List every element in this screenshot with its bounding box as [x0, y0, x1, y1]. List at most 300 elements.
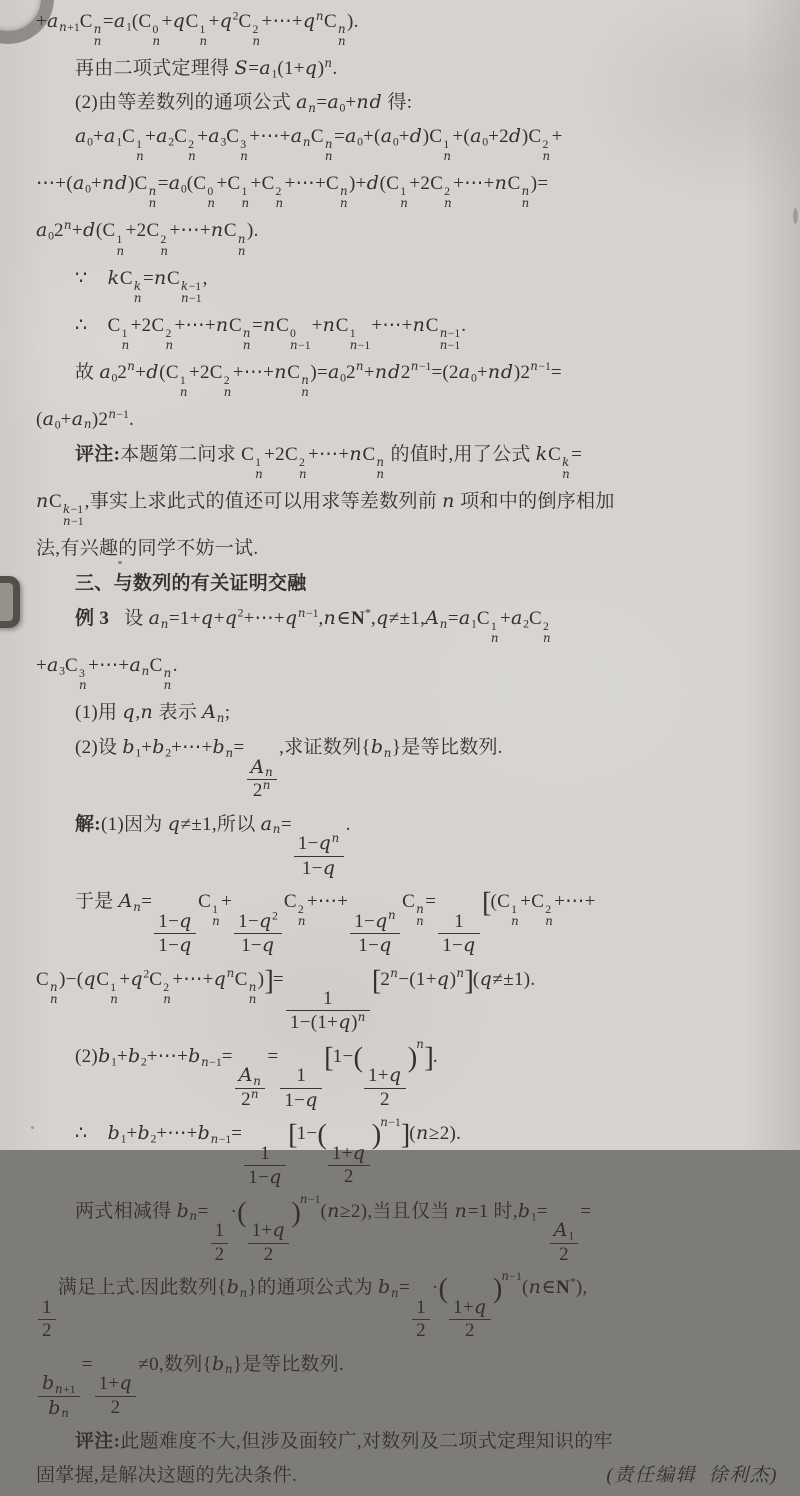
stacked-sup-sub [340, 186, 348, 210]
math-letter: a [296, 91, 308, 114]
subscript [136, 151, 144, 163]
big-delimiter: ] [424, 1042, 433, 1074]
stacked-sup-sub [181, 278, 202, 305]
stacked-sup-sub [400, 186, 408, 210]
math-letter: q [122, 701, 135, 724]
denominator: 1−q [438, 933, 480, 957]
superscript: 1 [179, 373, 186, 387]
stacked-sup-sub [301, 372, 309, 399]
fraction [550, 1220, 578, 1265]
math-letter: a [327, 360, 340, 383]
subscript [248, 991, 257, 1006]
bold-text: 三、与数列的有关证明交融 [75, 573, 307, 595]
math-letter: n [501, 1268, 509, 1283]
math-letter: a [327, 91, 339, 114]
text-line [36, 217, 778, 257]
denominator: 2 [449, 1319, 491, 1342]
math-letter: C [476, 608, 490, 630]
denominator: 1−q [234, 933, 282, 957]
math-letter: n [349, 442, 362, 465]
scan-speck [31, 1126, 34, 1129]
math-letter: q [375, 909, 388, 932]
numerator: 1 [42, 1296, 52, 1318]
stacked-sup-sub [290, 328, 311, 352]
subscript [241, 198, 249, 210]
math-letter: q [388, 1064, 402, 1087]
line-text: $+a_3C$ 3 n $+\cdots+a_nC$ n n . [36, 654, 178, 693]
line-text: $\frac{1}{2}$ 满足上式.因此数列$\{b_n\}$的通项公式为 $b_n=$ $\frac{1}{2}$ ·( $\frac{1+q}{2}$ )$^{n-1}$(n∈N*), [36, 1277, 588, 1298]
subscript [545, 916, 553, 928]
math-letter: n [315, 8, 324, 23]
superscript: 2 [160, 232, 167, 246]
math-letter: a [99, 360, 111, 383]
math-letter: a [148, 607, 161, 630]
superscript: 2 [252, 23, 259, 37]
math-letter: n [121, 337, 130, 352]
subscript [338, 36, 346, 48]
big-delimiter: [ [324, 1042, 333, 1074]
subscript: n−1 [201, 1054, 222, 1069]
math-letter: C [223, 220, 237, 242]
math-letter: n [263, 313, 276, 336]
math-letter: a [71, 407, 84, 430]
math-letter: n [237, 243, 246, 258]
stacked-sup-sub [299, 457, 307, 481]
math-letter: q [172, 10, 186, 32]
subscript: 2 [150, 1132, 157, 1146]
math-letter: C [119, 267, 133, 289]
math-letter: n [93, 34, 102, 49]
math-letter: C [386, 173, 400, 195]
subscript: 1 [120, 1132, 127, 1146]
math-letter: n [301, 372, 309, 387]
numerator: $1-q^2$ [238, 909, 278, 932]
superscript: 1 [116, 232, 123, 246]
text-line [36, 888, 778, 956]
denominator: 2 [550, 1243, 578, 1266]
denominator: 2$^n$ [235, 1088, 266, 1111]
subscript [299, 469, 307, 481]
subscript [165, 337, 174, 352]
subscript [225, 1363, 233, 1376]
math-letter: k [562, 455, 570, 469]
math-letter: C [507, 173, 521, 195]
fraction [38, 1298, 56, 1342]
math-letter: n [374, 360, 388, 383]
subscript [301, 384, 309, 399]
math-letter: n [140, 701, 153, 724]
superscript [263, 779, 271, 792]
superscript [388, 909, 396, 922]
math-letter: q [305, 1088, 318, 1111]
math-letter: q [224, 607, 238, 630]
math-letter: q [179, 934, 192, 957]
math-letter: a [156, 125, 168, 148]
text-line [36, 441, 778, 481]
superscript: 2 [165, 326, 172, 340]
text-line [36, 699, 778, 726]
stacked-sup-sub [63, 504, 84, 528]
text-line [36, 1037, 778, 1111]
math-letter: n [133, 899, 141, 914]
math-letter: n [215, 313, 229, 336]
math-letter: n [36, 490, 49, 512]
math-letter: n [242, 325, 251, 340]
numerator: 1 [260, 1142, 271, 1164]
math-letter: C [284, 443, 298, 465]
text-line [36, 1114, 778, 1189]
math-letter: q [130, 967, 143, 990]
math-letter: n [199, 34, 208, 49]
math-letter: a [113, 10, 126, 32]
math-letter: n [410, 359, 419, 374]
superscript: 3 [79, 667, 85, 681]
math-letter: n [160, 616, 169, 631]
math-letter: d [115, 172, 128, 195]
math-letter: n [165, 337, 174, 352]
math-letter: n [133, 290, 142, 305]
math-letter: n [302, 134, 311, 149]
math-letter: n [272, 822, 281, 837]
big-delimiter: ) [291, 1197, 300, 1229]
math-letter: n [337, 22, 346, 37]
text-line [36, 359, 778, 399]
stacked-sup-sub [122, 328, 130, 352]
math-letter: n [210, 219, 224, 242]
fraction [364, 1065, 406, 1110]
math-letter: a [47, 654, 59, 677]
math-letter: q [261, 934, 275, 957]
text-line [36, 265, 778, 305]
math-letter: n [201, 1054, 209, 1069]
math-letter: n [116, 243, 125, 258]
math-letter: C [241, 443, 255, 465]
math-letter: n [212, 914, 220, 929]
stacked-sup-sub [543, 621, 551, 645]
superscript: 2 [232, 9, 239, 23]
superscript: 2 [223, 373, 230, 387]
superscript: 2 [188, 138, 195, 152]
math-letter: C [425, 314, 439, 336]
punch-hole-artifact [0, 576, 20, 628]
math-letter: C [497, 891, 511, 913]
math-letter: n [323, 607, 337, 630]
big-delimiter: [ [482, 887, 491, 919]
denominator: 1−q [294, 856, 344, 880]
bold-text: 评注: [75, 1431, 121, 1453]
subscript [94, 36, 102, 48]
text-line [36, 535, 778, 562]
line-text: nC k−1 n−1 ,事实上求此式的值还可以用求等差数列前 n 项和中的倒序相加 [36, 490, 615, 529]
subscript [153, 36, 161, 48]
subscript [149, 198, 157, 210]
subscript [237, 243, 246, 258]
subscript: 2 [165, 746, 172, 760]
math-letter: n [210, 1131, 219, 1146]
subscript: 0 [392, 135, 399, 149]
subscript [416, 916, 424, 928]
subscript: 0 [111, 371, 118, 385]
stacked-sup-sub [224, 375, 232, 399]
math-letter: n [443, 149, 451, 164]
math-letter: C [529, 608, 542, 630]
math-letter: n [148, 184, 157, 199]
math-letter: n [290, 337, 298, 352]
math-letter: b [122, 736, 135, 759]
math-letter: a [458, 607, 471, 630]
math-letter: n [181, 290, 189, 305]
subscript [253, 1075, 261, 1088]
subscript [223, 384, 232, 399]
math-letter: n [216, 710, 225, 725]
numerator: 1 [454, 910, 464, 932]
subscript: n+1 [59, 19, 80, 34]
stacked-sup-sub [180, 375, 188, 399]
math-letter: S [234, 57, 248, 80]
subscript: 0 [48, 229, 55, 243]
stacked-sup-sub [149, 186, 157, 210]
denominator: 2 [95, 1396, 137, 1419]
superscript: 2 [143, 967, 150, 981]
math-letter: A [202, 701, 217, 724]
line-text: $a_02^n+d(C$ 1 n +2C 2 n +⋯+nC n n ). [36, 218, 259, 258]
superscript: 1 [255, 456, 261, 469]
math-letter: n [390, 1285, 399, 1300]
fraction [449, 1297, 491, 1342]
subscript [522, 198, 530, 210]
superscript: 1 [241, 185, 248, 199]
math-letter: n [223, 384, 232, 399]
subscript: 2 [168, 135, 175, 149]
superscript: 3 [240, 138, 247, 152]
math-letter: n [562, 467, 570, 481]
math-letter: N [556, 1277, 571, 1299]
fraction [350, 908, 400, 957]
math-letter: n [255, 467, 263, 481]
math-letter: n [265, 765, 273, 780]
bold-text: 例 3 [75, 608, 110, 630]
math-letter: C [149, 655, 163, 677]
math-letter: C [102, 220, 116, 242]
subscript [160, 243, 168, 258]
superscript: 2 [237, 606, 244, 620]
math-letter: b [176, 1199, 190, 1222]
math-letter: a [42, 407, 55, 430]
subscript [188, 151, 196, 163]
math-letter: C [227, 173, 241, 195]
math-letter: n [224, 1362, 233, 1377]
math-letter: n [380, 1114, 388, 1129]
text-line [36, 1268, 778, 1342]
math-letter: q [119, 1372, 132, 1394]
math-letter: a [470, 125, 482, 148]
stacked-sup-sub [545, 904, 553, 928]
math-letter: C [283, 891, 297, 913]
superscript: 2 [444, 185, 451, 199]
subscript [443, 151, 451, 163]
math-letter: a [47, 10, 59, 32]
math-letter: n [160, 243, 168, 258]
subscript: 1 [530, 1210, 537, 1224]
numerator: 1+q [98, 1372, 132, 1394]
big-delimiter: ( [438, 1273, 448, 1305]
line-text: 故 $a_02^n+d(C$ 1 n +2C 2 n +⋯+nC n n )$=a_02^n+nd2^{n-1}=(2a_0+nd)2^{n-1}=$ [75, 359, 562, 399]
math-letter: n [416, 902, 424, 917]
subscript: 1 [271, 67, 278, 81]
superscript: 2 [271, 909, 278, 923]
fraction [235, 1065, 266, 1110]
subscript: 1 [568, 1229, 575, 1243]
stacked-sup-sub [133, 278, 142, 305]
stacked-sup-sub [207, 186, 215, 210]
math-letter: q [352, 1141, 366, 1164]
subscript: n−1 [290, 337, 311, 352]
subscript [217, 712, 225, 725]
numerator [550, 1220, 578, 1243]
fraction [280, 1066, 322, 1111]
text-line [36, 1428, 778, 1455]
math-letter: q [304, 57, 318, 80]
denominator: 1−q [244, 1165, 286, 1189]
math-letter: n [442, 490, 455, 512]
math-letter: n [439, 616, 448, 631]
stacked-sup-sub [163, 982, 171, 1006]
math-letter: q [167, 812, 181, 835]
math-letter: n [188, 149, 196, 164]
stacked-sup-sub [200, 24, 208, 48]
math-letter: C [261, 173, 275, 195]
fraction [294, 830, 344, 879]
line-text: 解:(1)因为 q≠±1,所以 $a_n=$ $\frac{1-q^n}{1-q}$ . [75, 812, 351, 879]
math-letter: a [510, 607, 523, 630]
math-letter: q [379, 934, 392, 957]
stacked-sup-sub [165, 328, 173, 352]
math-letter: C [165, 361, 179, 383]
math-letter: n [324, 149, 333, 164]
math-letter: n [297, 605, 306, 620]
math-letter: n [339, 184, 348, 199]
math-letter: C [429, 126, 443, 148]
denominator: 2$^n$ [247, 779, 278, 802]
subscript [511, 916, 519, 928]
subscript [391, 1287, 399, 1300]
math-letter: C [238, 11, 252, 32]
subscript [142, 665, 150, 678]
superscript [227, 967, 235, 980]
subscript [400, 198, 408, 210]
line-text: $\frac{b_{n+1}}{b_n}$ = $\frac{1+q}{2}$ ≠0,数列$\{b_n\}$是等比数列. [36, 1354, 344, 1375]
numerator [235, 1065, 266, 1088]
subscript [190, 1210, 198, 1223]
subscript [276, 198, 284, 210]
superscript [332, 832, 340, 845]
fraction [95, 1373, 137, 1418]
math-letter: C [528, 126, 542, 148]
math-letter: n [412, 313, 426, 336]
math-letter: b [226, 1276, 240, 1299]
stacked-sup-sub [79, 668, 87, 692]
line-text: $(a_0+a_n)2^{n-1}$. [36, 406, 135, 432]
big-delimiter: ( [317, 1119, 326, 1151]
subscript: 2 [523, 617, 529, 631]
math-letter: n [299, 1192, 308, 1207]
math-letter: C [287, 361, 301, 383]
line-text: (2)由等差数列的通项公式 $a_n=a_0+nd$ 得: [75, 91, 413, 115]
math-letter: a [75, 125, 87, 148]
line-text: 法,有兴趣的同学不妨一试. [36, 538, 259, 560]
stacked-sup-sub [94, 24, 102, 48]
subscript [133, 901, 141, 914]
math-letter: k [107, 266, 120, 289]
numerator: 1−q [158, 909, 192, 932]
math-letter: n [542, 149, 551, 164]
subscript [252, 36, 260, 48]
math-letter: n [357, 1010, 366, 1025]
math-letter: A [238, 1064, 253, 1087]
line-text: $+a_{n+1}C$ n n $=a_1(C$ 0 n +qC 1 n $+q^2C$ 2 n $+\cdots+q^nC$ n n ). [36, 8, 359, 49]
subscript: n−1 [349, 337, 371, 352]
math-letter: n [108, 406, 116, 421]
big-delimiter: ] [264, 965, 273, 997]
stacked-sup-sub [117, 234, 125, 258]
math-letter: n [225, 745, 234, 760]
subscript [255, 469, 263, 481]
denominator: 1−q [280, 1088, 322, 1112]
math-letter: C [167, 267, 181, 289]
big-delimiter: [ [371, 965, 381, 997]
denominator: $1-(1+q)^n$ [286, 1010, 370, 1034]
math-letter: n [179, 384, 188, 399]
fraction [438, 912, 480, 957]
math-letter: b [197, 1122, 211, 1145]
subscript [207, 198, 215, 210]
math-letter: q [338, 1011, 351, 1034]
fraction [38, 1373, 80, 1419]
line-text: ∴ C 1 n +2C 2 n +⋯+nC n n =nC 0 n−1 +nC 1 n−1 +⋯+nC n−1 n−1 . [75, 313, 467, 352]
text-line [36, 1192, 778, 1265]
math-letter: n [275, 196, 284, 211]
math-letter: n [297, 914, 306, 929]
math-letter: n [388, 908, 396, 923]
math-letter: k [133, 278, 142, 293]
math-letter: n [148, 196, 157, 211]
math-letter: n [110, 991, 118, 1006]
subscript: n−1 [439, 337, 461, 352]
denominator: 2 [364, 1088, 406, 1111]
superscript: 2 [545, 903, 552, 917]
math-letter: b [152, 736, 165, 759]
math-letter: q [479, 967, 493, 990]
fraction [234, 911, 282, 957]
math-letter: n [439, 337, 448, 352]
subscript [161, 618, 169, 631]
math-letter: n [163, 666, 172, 681]
math-letter: n [416, 914, 424, 929]
math-letter: n [355, 359, 364, 374]
subscript: 1 [471, 617, 477, 631]
subscript [133, 290, 142, 305]
bold-text: 评注: [75, 443, 121, 465]
math-letter: C [36, 968, 49, 990]
math-letter: a [259, 57, 271, 80]
math-letter: C [96, 968, 110, 990]
big-delimiter: ] [400, 1119, 410, 1151]
math-letter: q [375, 607, 389, 630]
big-delimiter: ) [371, 1119, 381, 1151]
big-delimiter: ) [407, 1042, 417, 1074]
line-text: (1)用 q,n 表示 $A_n$; [75, 701, 231, 725]
subscript [163, 991, 171, 1006]
